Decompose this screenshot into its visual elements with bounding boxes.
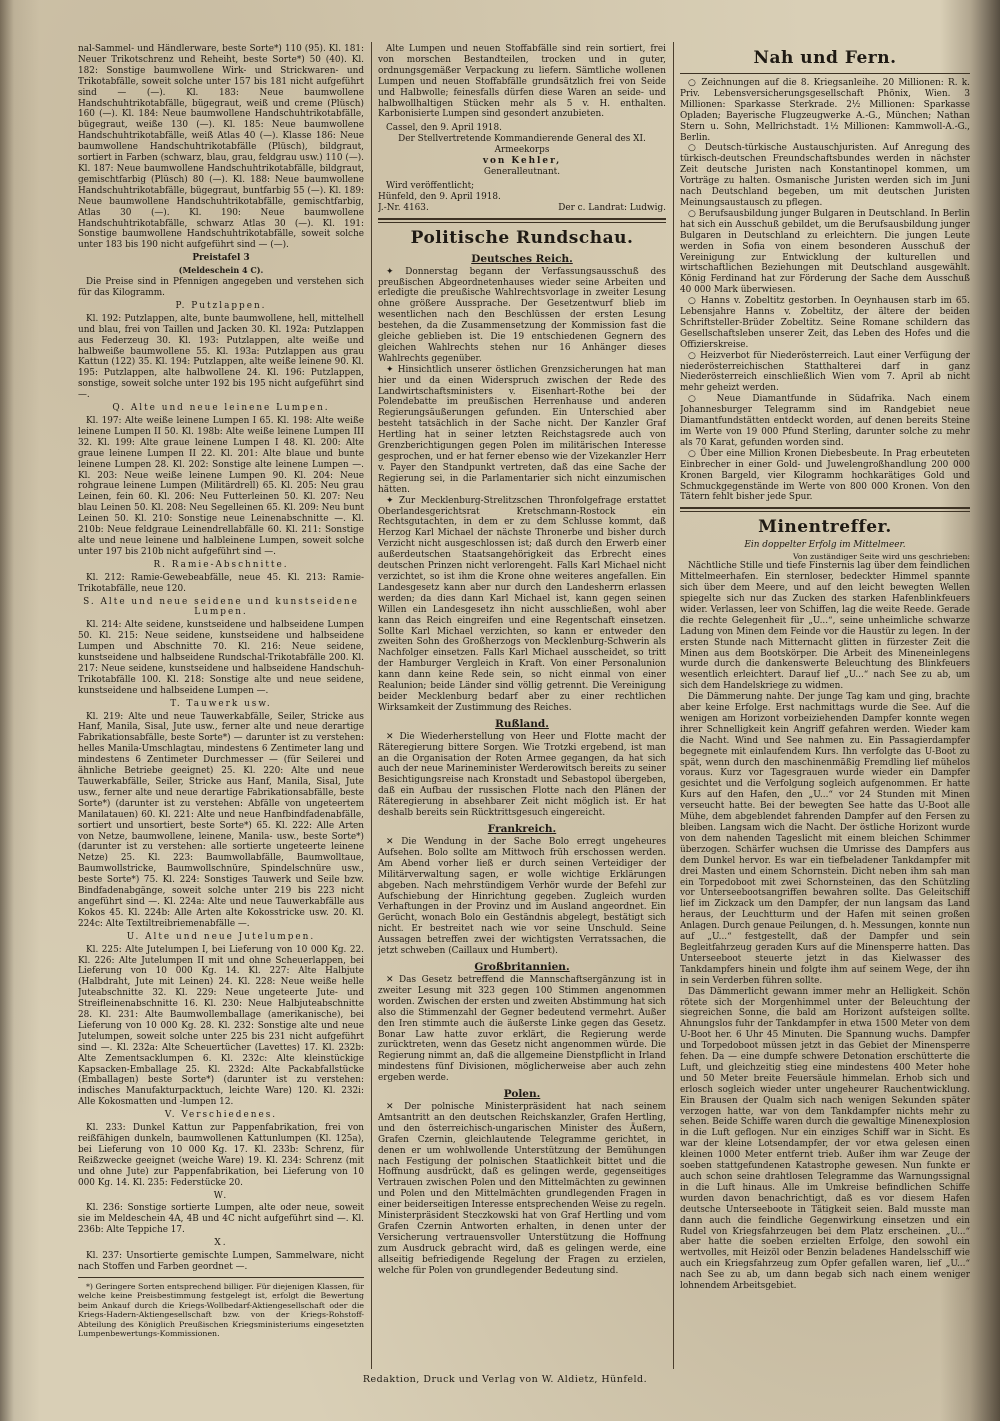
article-paragraph-3: Das Dämmerlicht gewann immer mehr an Helligkeit. Schön rötete sich der Morgenhimmel unter der Beleuchtung der siegreichen Sonne, die bald am Horizont aufsteigen sollte. Ahnungslos fuhr der Tankdampfer in etwa 1500 Meter von dem U-Boot her. 6 Uhr 45 Minuten. Die Spannung wuchs. Dampfer und Torpedoboot müssen jetzt in das Gebiet der Minensperre fehen. Da — eine dumpfe schwere Detonation erschütterte die Luft, und gleichzeitig stieg eine mindestens 400 Meter hohe und 50 Meter breite Feuersäule himmelan. Erhob sich und erlosch sogleich wieder unter ungeheurer Rauchentwicklung. Ein Brausen der Qualm sich nach wenigen Sekunden später verzogen hatte, war von dem Tankdampfer nichts mehr zu sehen. Beide Schiffe waren durch die gewaltige Minenexplosion in die Luft geflogen. Nur ein einziges Schiff war in Sicht. Es war der kleine Lotsendampfer, der vor etwa gelesen einen kleinen 1000 Meter entfernt trieb. Außer ihm war Zeuge der soeben stattgefundenen Katastrophe gewesen. Nun funkte er auch schon seine drahtlosen Telegramme das Warnungssignal in die Luft hinaus. Alle im Umkreise befindlichen Schiffe wurden davon benachrichtigt, daß es vor diesem Hafen deutsche Unterseeboote in Tätigkeit seien. Bald musste man dann auch die feindliche Gegenwirkung einsetzen und ein Rudel von Kriegsfahrzeugen bei dem Platz erscheinen. „U...“ aber hatte die soeben erzielten Erfolge, den sowohl ein wertvolles, mit Heizöl oder Benzin beladenes Handelsschiff wie auch ein Kriegsfahrzeug zum Opfer gefallen waren, lief „U...“ nach See zu ab, um dann begab sich nach einem weniger lohnendem Arbeitsgebiet. [680,986,970,1292]
section-title-near-far: Nah und Fern. [753,48,897,68]
price-table-intro: Die Preise sind in Pfennigen angegeben und verstehen sich für das Kilogramm. [78,277,364,299]
section-heading-t: T. Tauwerk usw. [170,698,272,709]
section-heading-s: S. Alte und neue seidene und kunstseidene Lumpen. [83,596,359,618]
section-text-w: Kl. 236: Sonstige sortierte Lumpen, alte oder neue, soweit sie im Meldeschein 4A, 4B und 4C nicht aufgeführt sind —. Kl. 236b: Alte Teppiche 17. [78,1203,364,1236]
article-germany-3: ✦ Zur Mecklenburg-Strelitzschen Thronfolgefrage erstattet Oberlandesgerichtsrat Kretschmann-Rostock ein Rechtsgutachten, in dem er zu dem Schlusse kommt, daß Herzog Karl Michael der nächste Thronerbe und bisher durch Verzicht nicht ausgeschlossen ist; daß durch den Erwerb einer außerdeutschen Staatsangehörigkeit das Erbrecht eines deutschen Prinzen nicht verlorengeht. Falls Karl Michael nicht verzichtet, so ist ihm die Krone ohne weiteres angefallen. Ein Landesgesetz kann aber nur durch den Landesherrn erlassen werden; da dies dann Karl Michael ist, kann gegen seinen Willen ein Landesgesetz ihn nicht ausschließen, wohl aber kann das Reich eingreifen und eine Regentschaft einsetzen. Sollte Karl Michael verzichten, so kann er entweder den zweiten Sohn des Großherzogs von Mecklenburg-Schwerin als Nachfolger einsetzen. Falls Karl Michael ausscheidet, so tritt der Hamburger Vergleich in Kraft. Von einer Personalunion kann dann keine Rede sein, so nicht einmal von einer Realunion; beide Länder sind völlig getrennt. Die Vereinigung beider Mecklenburg bedarf aber zu einer rechtlichen Wirksamkeit der Zustimmung des Reiches. [378,495,666,713]
section-text-v: Kl. 233: Dunkel Kattun zur Pappenfabrikation, frei von reißfähigen dunkeln, baumwollenen Kattunlumpen (Kl. 125a), bei Lieferung von 10 000 Kg. 17. Kl. 233b: Schrenz, für Reißzwecke geeignet (weiche Ware) 19. Kl. 234: Schrenz (mit und ohne Jute) zur Pappenfabrikation, bei Lieferung von 10 000 Kg. 14. Kl. 235: Federstücke 20. [78,1123,364,1188]
news-item-bulgarians: ○ Berufsausbildung junger Bulgaren in Deutschland. In Berlin hat sich ein Ausschuß gebildet, um die Berufsausbildung junger Bulgaren in Deutschland zu erleichtern. Die jungen Leute werden in Sofia von einem besonderen Ausschuß der Vereinigung zur Entwicklung der kulturellen und wirtschaftlichen Beziehungen mit Deutschland ausgewählt. König Ferdinand hat zur Förderung der Sache dem Ausschuß 40 000 Mark überwiesen. [680,208,970,296]
news-item-war-loan: ○ Zeichnungen auf die 8. Kriegsanleihe. 20 Millionen: R. k. Priv. Lebensversicherungsgesellschaft Phönix, Wien. 3 Millionen: Sparkasse Sterkrade. 2½ Millionen: Sparkasse Opladen; Bayerische Flugzeugwerke A.-G., München; Nathan Stern u. Sohn, Mellrichstadt. 1½ Millionen: Kammwoll-A.-G., Berlin. [680,78,970,143]
column-politics [378,44,666,1369]
news-item-diamonds: ○ Neue Diamantfunde in Südafrika. Nach einem Johannesburger Telegramm sind im Randgebiet neue Diamantfundstätten entdeckt worden, auf denen bereits Steine im Werte von 19 000 Pfund Sterling, darunter solche zu mehr als 70 Karat, gefunden worden sind. [680,394,970,448]
decree-signatory-office: Der Stellvertretende Kommandierende General des XI. Armeekorps [398,134,646,156]
section-text-r: Kl. 212: Ramie-Gewebeabfälle, neue 45. Kl. 213: Ramie-Trikotabfälle, neue 120. [78,572,364,594]
subheading-britain: Großbritannien. [474,960,570,973]
section-title-politics: Politische Rundschau. [410,227,634,248]
section-heading-p: P. Putzlappen. [175,300,267,311]
section-divider [378,218,666,223]
article-russia: ✕ Die Wiederherstellung von Heer und Flotte macht der Räteregierung bittere Sorgen. Wie Trotzki ergebend, ist man an die Organisation der Roten Armee gegangen, da hat sich auch der neue Marineminister Werderowitsch bereits zu seiner Besichtigungsreise nach Kronstadt und Sebastopol übergeben, daß ein Aufbau der russischen Flotte nach den Plänen der Räteregierung in absehbarer Zeit nicht möglich ist. Er hat deshalb bereits sein Rücktrittsgesuch eingereicht. [378,731,666,819]
imprint-footer: Redaktion, Druck und Verlag von W. Aldietz, Hünfeld. [362,1374,648,1385]
section-heading-r: R. Ramie-Abschnitte. [153,559,289,570]
section-heading-v: V. Verschiedenes. [164,1110,278,1121]
article-paragraph-2: Die Dämmerung nahte. Der junge Tag kam und ging, brachte aber keine Erfolge. Erst nachmittags wurde die See. Auf die wenigen am Horizont vorbeiziehenden Dampfer konnte wegen ihrer Schnelligkeit kein Angriff gefahren werden. Wieder kam die Nacht. Wind und See nahmen zu. Ein Passagierdampfer begegnete mit einlaufendem Kurs. Ihn verfolgte das U-Boot zu spät, wenn durch den maschinenmäßig Fremdling lief mühelos voraus. Kurz vor Tagesgrauen wurde wieder ein Dampfer gesichtet und die Verfolgung sogleich aufgenommen. Er hatte Kurs auf den Hafen, den „U...“ vor 24 Stunden mit Minen verseucht hatte. Bei der bewegten See hatte das U-Boot alle Mühe, dem abgeblendet fahrenden Dampfer auf den Fersen zu bleiben. Langsam wich die Nacht. Der östliche Horizont wurde von dem nahenden Tageslicht mit einem bleichen Schimmer überzogen. Schärfer wuchsen die Umrisse des Dampfers aus dem Dunkel hervor. Es war ein tiefbeladener Tankdampfer mit drei Masten und einem Schornstein. Dicht neben ihm sah man ein Torpedoboot mit zwei Schornsteinen, das den Schützling vor Unterseebootsangriffen bewahren sollte. Das Geleitschiff lief im Zickzack um den Dampfer, der nun langsam das Land heraus, der Leuchtturm und der Hafen mit seinen großen Anlagen. Durch genaue Peilungen, d. h. Messungen, konnte nun auf „U...“ festgestellt, daß der Dampfer und sein Begleitfahrzeug geraden Kurs auf die Minensperre hatten. Das Unterseeboot steuerte jetzt in das Kielwasser des Tankdampfers hinein und folgte ihm auf seinem Wege, der ihn in sein Verderben führen sollte. [680,692,970,986]
section-text-q: Kl. 197: Alte weiße leinene Lumpen I 65. Kl. 198: Alte weiße leinene Lumpen II 50. Kl. 198b: Alte weiße leinene Lumpen III 32. Kl. 199: Alte graue leinene Lumpen I 48. Kl. 200: Alte graue leinene Lumpen II 22. Kl. 201: Alte blaue und bunte leinene Lumpen 28. Kl. 202: Sonstige alte leinene Lumpen —. Kl. 203: Neue weiße leinene Lumpen 90. Kl. 204: Neue rohgraue leinene Lumpen (Militärdrell) 65. Kl. 205: Neu grau Leinen, fein 60. Kl. 206: Neu Futterleinen 50. Kl. 207: Neu blau Leinen 50. Kl. 208: Neu Segelleinen 65. Kl. 209: Neu bunt Leinen 50. Kl. 210: Sonstige neue Leinenabschnitte —. Kl. 210b: Neue feldgraue Leinendrellabfälle 60. Kl. 211: Sonstige alte und neue leinene und halbleinene Lumpen, soweit solche unter 197 bis 210b nicht aufgeführt sind —. [78,416,364,557]
subheading-france: Frankreich. [487,823,557,835]
decree-signatory-name: von Kehler, [482,156,562,167]
section-text-u: Kl. 225: Alte Jutelumpen I, bei Lieferung von 10 000 Kg. 22. Kl. 226: Alte Jutelumpen II mit und ohne Scheuerlappen, bei Lieferung von 10 000 Kg. 14. Kl. 227: Alte Halbjute (Halbdraht, Jute mit Leinen) 24. Kl. 228: Neue weiße helle Juteabschnitte 32. Kl. 229: Neue ungeteerte Jute- und Streifleinenabschnitte 16. Kl. 230: Neue Halbjuteabschnitte 28. Kl. 231: Alte Baumwollemballage (amerikanische), bei Lieferung von 10 000 Kg. 28. Kl. 232: Sonstige alte und neue Jutelumpen, soweit solche unter 225 bis 231 nicht aufgeführt sind —. Kl. 232a: Alte Scheuertücher (Lavettes) 17. Kl. 232b: Alte Zementsacklumpen 6. Kl. 232c: Alte kleinstückige Kapsacken-Emballage 25. Kl. 232d: Alte Packabfallstücke (Emballagen) beste Sorte*) (darunter ist zu verstehen: indisches Manufakturpacktuch, leichte Ware) 120. Kl. 232i: Alle Kokosmatten und -lumpen 12. [78,944,364,1108]
section-text-t: Kl. 219: Alte und neue Tauwerkabfälle, Seiler, Stricke aus Hanf, Manila, Sisal, Jute usw., ferner alte und neue derartige Fabrikationsabfälle, beste Sorte*) — darunter ist zu verstehen: helles Manila-Umschlagtau, mindestens 6 Zentimeter lang und mindestens 6 Zentimeter Durchmesser — (für Seilerei und ähnliche Betriebe geeignet) 25. Kl. 220: Alte und neue Tauwerkabfälle, Seiler, Stricke aus Hanf, Manila, Sisal, Jute usw., ferner alte und neue derartige Fabrikationsabfälle, beste Sorte*) (darunter ist zu verstehen: Abfälle von ungeteertem Manilatauen) 60. Kl. 221: Alte und neue Hanfbindfadenabfälle, sortiert und unsortiert, beste Sorte*) 65. Kl. 222: Alle Arten von Netze, baumwollene, leinene, Manila- usw., beste Sorte*) (darunter ist zu verstehen: alle sortierte ungeteerte leinene Netze) 25. Kl. 223: Baumwollabfälle, Baumwolltaue, Baumwollstricke, Baumwollschnüre, Spindelschnüre usw., beste Sorte*) 75. Kl. 224: Sonstiges Tauwerk und Seile bzw. Bindfadenabgänge, soweit solche unter 219 bis 223 nicht angeführt sind —. Kl. 224a: Alte und neue Tauwerkabfälle aus Kokos 45. Kl. 224b: Alle Arten alte Kokosstricke usw. 20. Kl. 224c: Alte Textiltreibriemenabfälle —. [78,711,364,929]
decree-signatory-rank: Generalleutnant. [483,166,561,177]
news-item-zobeltitz: ○ Hanns v. Zobeltitz gestorben. In Oeynhausen starb im 65. Lebensjahre Hanns v. Zobeltitz, der ältere der beiden Schriftsteller-Brüder Zobeltitz. Seine Romane schildern das Gesellschaftsleben unserer Zeit, das Leben des Hofes und die Offizierskreise. [680,296,970,350]
price-table-subtitle: (Meldeschein 4 C). [178,265,264,276]
reference-number: J.-Nr. 4163. [378,202,429,213]
section-heading-u: U. Alte und neue Jutelumpen. [126,931,316,942]
publication-note: Wird veröffentlicht; [386,180,475,191]
section-divider-2 [680,507,970,512]
column-rule-2 [673,42,674,1369]
news-item-theft: ○ Über eine Million Kronen Diebesbeute. In Prag erbeuteten Einbrecher in einer Gold- und Juwelengroßhandlung 200 000 Kronen Bargeld, vier Kilogramm hochkarätiges Gold und Schmuckgegenstände im Werte von 800 000 Kronen. Von den Tätern fehlt bisher jede Spur. [680,448,970,503]
column-price-lists [78,44,364,1369]
article-germany-2: ✦ Hinsichtlich unserer östlichen Grenzsicherungen hat man hier und da einen Widerspruch zwischen der Rede des Landwirtschaftsministers v. Eisenhart-Rothe bei der Polendebatte im preußischen Herrenhause und anderen Regierungsäußerungen gefunden. Ein Unterschied aber besteht tatsächlich in der Sache nicht. Der Kanzler Graf Hertling hat in seiner letzten Reichstagsrede auch von Grenzberichtigungen gegen Polen im militärischen Interesse gesprochen, und er hat ferner ebenso wie der Vizekanzler Herr v. Payer den Standpunkt vertreten, daß das eine Sache der Regierung sei, in die Parlamentarier sich nicht einzumischen hätten. [378,364,666,495]
article-germany-1: ✦ Donnerstag begann der Verfassungsausschuß des preußischen Abgeordnetenhauses wieder seine Arbeiten und erledigte die preußische Wahlrechtsvorlage in zweiter Lesung ohne größere Aussprache. Der Gesetzentwurf blieb im wesentlichen nach den Beschlüssen der ersten Lesung bestehen, da die Zusammensetzung der Kommission fast die gleiche geblieben ist. Die 19 entschiedenen Gegnern des gleichen Wahlrechts stehen nur 16 Anhänger dieses Wahlrechts gegenüber. [378,266,666,364]
news-item-heating-ban: ○ Heizverbot für Niederösterreich. Laut einer Verfügung der niederösterreichischen Statthalterei darf in ganz Niederösterreich einschließlich Wien vom 7. April ab nicht mehr geheizt werden. [680,350,970,394]
heading-rule [680,73,970,74]
section-heading-q: Q. Alte und neue leinene Lumpen. [112,403,330,414]
section-text-s: Kl. 214: Alte seidene, kunstseidene und halbseidene Lumpen 50. Kl. 215: Neue seidene, kunstseidene und halbseidene Lumpen und Abschnitte 70. Kl. 216: Neue seidene, kunstseidene und halbseidene Rundschal-Trikotabfälle 200. Kl. 217: Neue seidene, kunstseidene und halbseidene Handschuh-Trikotabfälle 100. Kl. 218: Sonstige alte und neue seidene, kunstseidene und halbseidene Lumpen —. [78,620,364,696]
article-byline: Von zuständiger Seite wird uns geschrieben: [793,552,970,562]
subheading-germany: Deutsches Reich. [471,252,573,265]
section-text-p: Kl. 192: Putzlappen, alte, bunte baumwollene, hell, mittelhell und blau, frei von Taillen und Jacken 30. Kl. 192a: Putzlappen aus Federzeug 30. Kl. 193: Putzlappen, alte weiße und halbweiße baumwollene 55. Kl. 193a: Putzlappen aus grau Kattun (122) 35. Kl. 194: Putzlappen, alte weiße leinene 90. Kl. 195: Putzlappen, alte halbwollene 24. Kl. 196: Putzlappen, sonstige, soweit solche unter 192 bis 195 nicht aufgeführt sind —. [78,313,364,401]
article-title-mine-hit: Minentreffer. [758,517,892,538]
news-item-jurists: ○ Deutsch-türkische Austauschjuristen. Auf Anregung des türkisch-deutschen Freundschaftsbundes werden in nächster Zeit deutsche Juristen nach Konstantinopel kommen, um Vorträge zu halten. Osmanische Juristen werden sich im Juni nach Deutschland begeben, um mit deutschen Juristen Meinungsaustausch zu pflegen. [680,143,970,208]
subheading-poland: Polen. [503,1088,541,1101]
section-heading-x: X. [214,1238,228,1249]
section-heading-w: W. [213,1190,229,1201]
decree-text: Alte Lumpen und neuen Stoffabfälle sind rein sortiert, frei von morschen Bestandteilen, trocken und in guter, ordnungsgemäßer Verpackung zu liefern. Sämtliche wollenen Lumpen und neuen Stoffabfälle grundsätzlich frei von Seide und Halbwolle; feinesfalls dürfen diese Waren an seide- und halbwollhaltigen Stücken mehr als 5 v. H. enthalten. Karbonisierte Lumpen sind gesondert anzubieten. [378,44,666,120]
price-text-continued: nal-Sammel- und Händlerware, beste Sorte*) 110 (95). Kl. 181: Neuer Trikotschrenz und Reheiht, beste Sorte*) 50 (40). Kl. 182: Sonstige baumwollene Wirk- und Strickwaren- und Trikotabfälle, soweit solche unter 157 bis 181 nicht aufgeführt sind — (—). Kl. 183: Neue baumwollene Handschuhtrikotabfälle, bügegraut, weiß und creme (Plüsch) 160 (—). Kl. 184: Neue baumwollene Handschuhtrikotabfälle, bügegraut, weiße 130 (—). Kl. 185: Neue baumwollene Handschuhtrikotabfälle, weiß Atlas 40 (—). Klasse 186: Neue baumwollene Handschuhtrikotabfälle (Plüsch), bildgraut, sortiert in Farben (schwarz, blau, grau, feldgrau usw.) 110 (—). Kl. 187: Neue baumwollene Handschuhtrikotabfälle, bildgraut, gemischtfarbig (Plüsch) 80 (—). Kl. 188: Neue baumwollene Handschuhtrikotabfälle, bügegraut, buntfarbig 55 (—). Kl. 189: Neue baumwollene Handschuhtrikotabfälle, gemischtfarbig, Atlas 30 (—). Kl. 190: Neue baumwollene Handschuhtrikotabfälle, schwarz Atlas 30 (—). Kl. 191: Sonstige baumwollene Handschuhtrikotabfälle, soweit solche unter 183 bis 190 nicht aufgeführt sind — (—). [78,44,364,251]
column-near-and-far [680,44,970,1369]
article-subtitle: Ein doppelter Erfolg im Mittelmeer. [744,540,906,551]
article-poland: ✕ Der polnische Ministerpräsident hat nach seinem Amtsantritt an den deutschen Reichskanzler, Grafen Hertling, und den österreichisch-ungarischen Minister des Äußern, Grafen Czernin, gleichlautende Telegramme gerichtet, in denen er um wohlwollende Unterstützung der Bemühungen nach Festigung der polnischen Staatlichkeit bittet und die Hoffnung ausdrückt, daß es gelingen werde, gegenseitiges Vertrauen zwischen Polen und den Mittelmächten zu gewinnen und Polen und den Mittelmächten grundlegenden Fragen in einer beiderseitigen Interesse entsprechenden Weise zu regeln. Ministerpräsident Steczkowski hat von Graf Hertling und vom Grafen Czernin Antworten erhalten, in denen unter der Versicherung vertrauensvoller Unterstützung die Hoffnung zum Ausdruck gebracht wird, daß es gelingen werde, eine allseitig befriedigende Regelung der Fragen zu erzielen, welche für Polen von grundlegender Bedeutung sind. [378,1102,666,1276]
article-britain: ✕ Das Gesetz betreffend die Mannschaftsergänzung ist in zweiter Lesung mit 323 gegen 100 Stimmen angenommen worden. Zwischen der ersten und zweiten Abstimmung hat sich also die Stimmenzahl der Gegner bedeutend vermehrt. Außer den Iren stimmte auch die äußerste Linke gegen das Gesetz. Bonar Law hatte zuvor erklärt, die Regierung werde zurücktreten, wenn das Gesetz nicht angenommen würde. Die Regierung nimmt an, daß die allgemeine Dienstpflicht in Irland mindestens fünf Divisionen, möglicherweise aber auch zehn ergeben werde. [378,974,666,1084]
decree-date: Cassel, den 9. April 1918. [386,123,502,134]
reference-line [378,203,666,214]
section-text-x: Kl. 237: Unsortierte gemischte Lumpen, Sammelware, nicht nach Stoffen und Farben geordnet —. [78,1251,364,1272]
publication-date: Hünfeld, den 9. April 1918. [378,191,501,202]
article-france: ✕ Die Wendung in der Sache Bolo erregt ungeheures Aufsehen. Bolo sollte am Mittwoch früh erschossen werden. Am Abend vorher ließ er durch seinen Verteidiger der Militärverwaltung sagen, er wolle wichtige Erklärungen abgeben. Nach mehrstündigem Verhör wurde der Befehl zur Aufschiebung der Hinrichtung gegeben. Zugleich wurden Verhaftungen in der Provinz und im Ausland angeordnet. Ein Gerücht, wonach Bolo ein Geständnis abgelegt, bestätigt sich nicht. Er bestreitet nach wie vor seine Unschuld. Seine Aussagen betreffen zwei der wichtigsten Verratssachen, die jetzt schweben (Caillaux und Humbert). [378,837,666,957]
footnote-rule [78,1277,364,1278]
column-rule-1 [371,42,372,1369]
article-paragraph-1: Nächtliche Stille und tiefe Finsternis lag über dem feindlichen Mittelmeerhafen. Ein sternloser, bedeckter Himmel spannte sich über dem Meere, und auf den leicht bewegten Wellen spiegelte sich nur das Zucken des starken Hafenblinkfeuers wider. Verlassen, leer von Schiffen, lag die weite Reede. Gerade die rechte Gelegenheit für „U...“, seine unheimliche schwarze Ladung von Minen dem Feinde vor die Haustür zu legen. In der ersten Stunde nach Mitternacht glitten in fürzester Zeit die Minen aus dem Bootskörper. Die Arbeit des Mineneinlegens wurde durch die dankenswerte Beleuchtung des Blinkfeuers wesentlich erleichtert. Darauf lief „U...“ nach See zu ab, um sich dem Handelskriege zu widmen. [680,561,970,692]
price-table-title: Preistafel 3 [192,253,250,264]
subheading-russia: Rußland. [495,717,549,730]
landrat-signature: Der c. Landrat: Ludwig. [558,202,666,213]
footnote: *) Geringere Sorten entsprechend billiger. Für diejenigen Klassen, für welche keine Preisbestimmung festgelegt ist, erfolgt die Bewertung beim Ankauf durch die Kriegs-Wollbedarf-Aktiengesellschaft oder die Kriegs-Hadern-Aktiengesellschaft bzw. von der Kriegs-Rohstoff-Abteilung des Königlich Preußischen Kriegsministeriums eingesetzten Lumpenbewertungs-Kommissionen. [78,1281,364,1338]
